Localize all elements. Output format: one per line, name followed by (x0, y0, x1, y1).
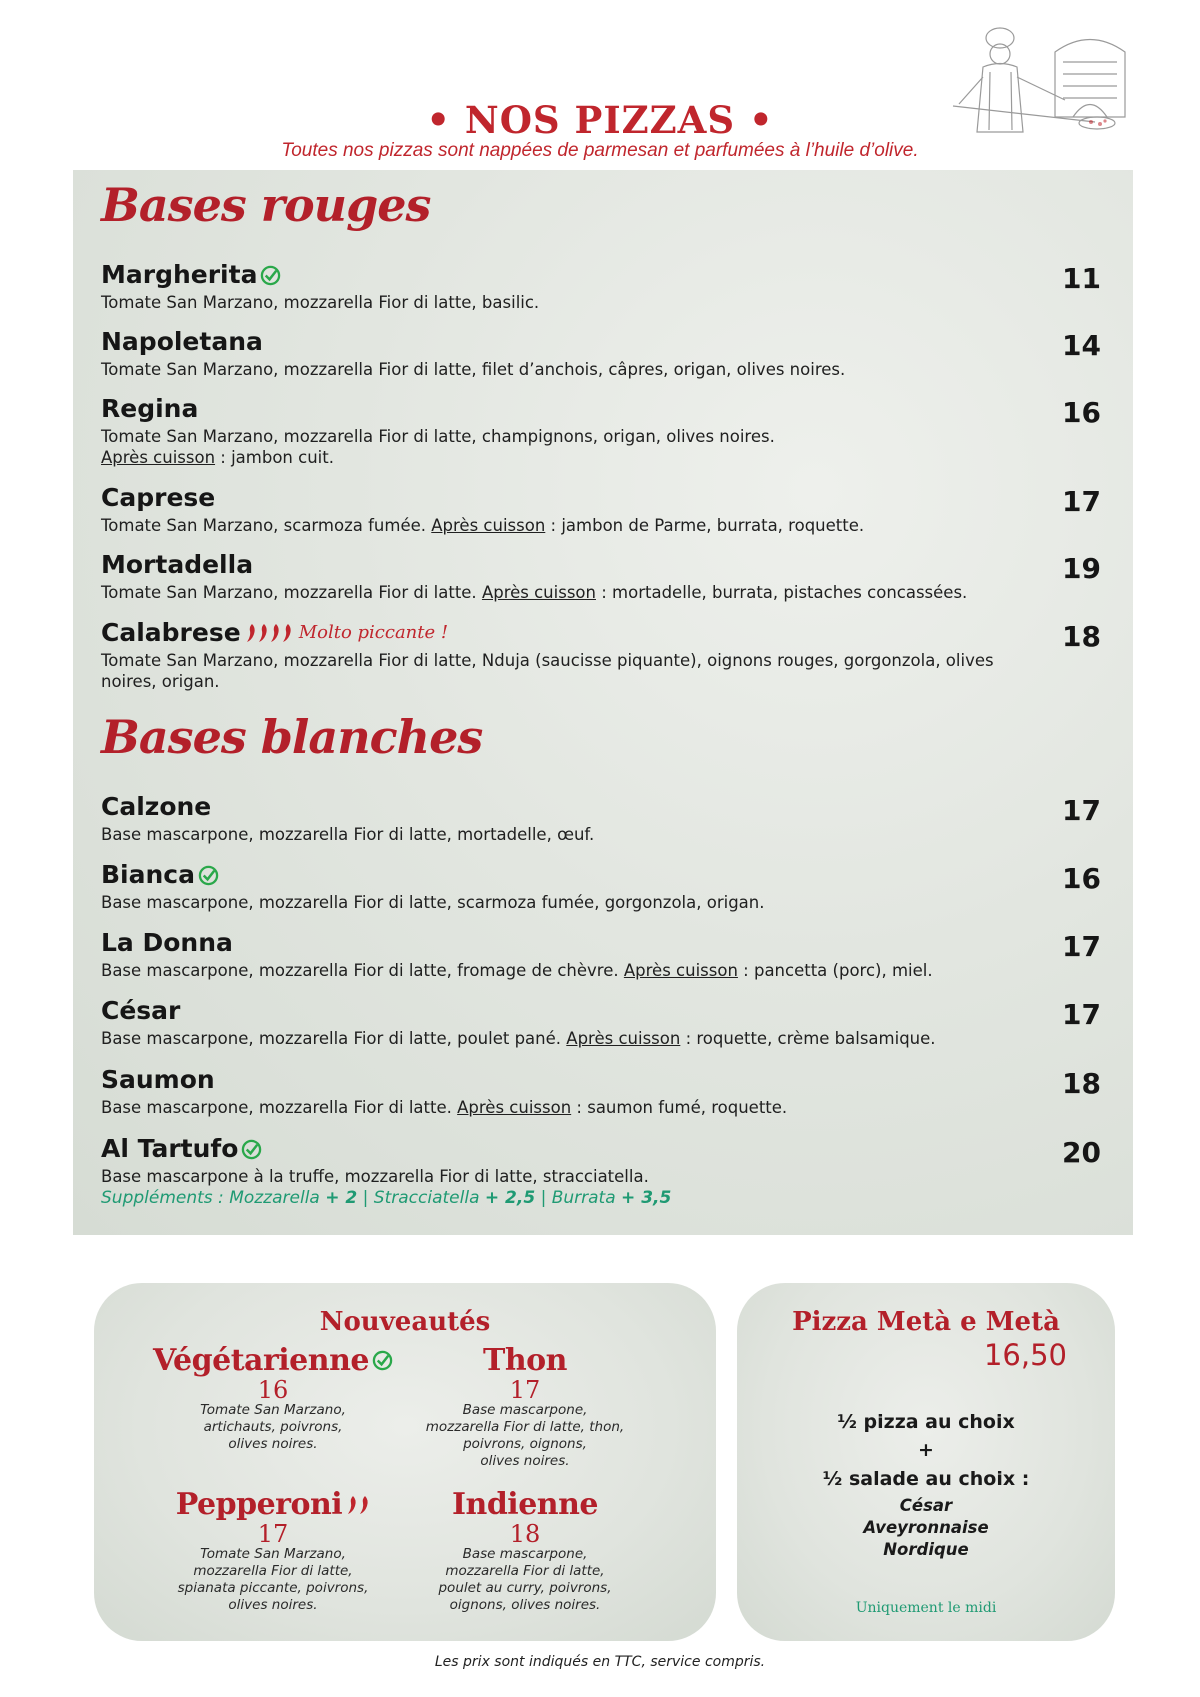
meta-option-aveyronnaise: Aveyronnaise (863, 1518, 989, 1537)
meta-midi-note: Uniquement le midi (855, 1600, 997, 1616)
menu-item-margherita (101, 260, 1101, 313)
item-description: Tomate San Marzano, artichauts, poivrons, olives noires. (200, 1402, 346, 1452)
item-description: Tomate San Marzano, mozzarella Fior di latte, basilic. (101, 293, 540, 312)
nouveaute-thon (400, 1343, 650, 1470)
menu-item-al-tartufo (101, 1134, 1101, 1187)
apres-cuisson-label: Après cuisson (101, 448, 216, 467)
page-subtitle: Toutes nos pizzas sont nappées de parmesan et parfumées à l’huile d’olive. (281, 140, 919, 161)
item-price: 17 (1062, 998, 1101, 1031)
item-description: Tomate San Marzano, mozzarella Fior di latte. Après cuisson : mortadelle, burrata, pistaches concassées. (101, 583, 968, 602)
vegetarian-leaf-icon (372, 1350, 393, 1371)
vegetarian-leaf-icon (198, 865, 219, 886)
meta-salade-line: ½ salade au choix : (822, 1468, 1030, 1490)
menu-item-saumon (101, 1065, 1101, 1118)
item-description: Base mascarpone, mozzarella Fior di latte, thon, poivrons, oignons, olives noires. (425, 1402, 625, 1469)
item-description: Base mascarpone, mozzarella Fior di latte, fromage de chèvre. Après cuisson : pancetta (porc), miel. (101, 961, 933, 980)
item-price: 14 (1062, 329, 1101, 362)
nouveaute-indienne (400, 1487, 650, 1614)
section-title-bases-rouges: Bases rouges (101, 178, 431, 232)
item-description: Base mascarpone, mozzarella Fior di latte, scarmoza fumée, gorgonzola, origan. (101, 893, 765, 912)
meta-e-meta-box (737, 1283, 1115, 1641)
footer-note: Les prix sont indiqués en TTC, service compris. (434, 1654, 766, 1670)
menu-item-calabrese (101, 618, 1101, 692)
apres-cuisson-label: Après cuisson (623, 961, 738, 980)
item-name: Végétarienne (153, 1343, 369, 1378)
menu-item-regina (101, 394, 1101, 468)
item-price: 17 (1062, 794, 1101, 827)
meta-price: 16,50 (983, 1338, 1067, 1372)
item-description: Base mascarpone, mozzarella Fior di latte. Après cuisson : saumon fumé, roquette. (101, 1098, 788, 1117)
item-price: 18 (1062, 1067, 1101, 1100)
item-price: 17 (257, 1520, 289, 1548)
item-name: Pepperoni (175, 1487, 343, 1522)
item-description: Base mascarpone, mozzarella Fior di latte, poulet au curry, poivrons, oignons, olives noires. (438, 1546, 612, 1613)
item-description: Tomate San Marzano, mozzarella Fior di latte, champignons, origan, olives noires. Après cuisson : jambon cuit. (101, 427, 775, 467)
apres-cuisson-label: Après cuisson (481, 583, 596, 602)
chili-icon (358, 1495, 370, 1515)
item-price: 16 (1062, 396, 1101, 429)
vegetarian-leaf-icon (260, 265, 281, 286)
page-title: • NOS PIZZAS • (426, 98, 774, 142)
item-description: Base mascarpone, mozzarella Fior di latte, mortadelle, œuf. (101, 825, 595, 844)
nouveaute-vegetarienne (148, 1343, 398, 1453)
meta-plus: + (918, 1439, 934, 1461)
spicy-note: Molto piccante ! (298, 622, 449, 643)
item-name: Caprese (101, 483, 216, 512)
item-price: 16 (257, 1376, 289, 1404)
item-name: Margherita (101, 260, 258, 289)
item-price: 11 (1062, 262, 1101, 295)
item-price: 17 (1062, 485, 1101, 518)
item-name: Calabrese (101, 618, 241, 647)
menu-item-mortadella (101, 550, 1101, 603)
chili-icon (269, 623, 281, 643)
item-name: Bianca (101, 860, 195, 889)
chili-icon (346, 1495, 358, 1515)
spicy-rating (346, 1495, 370, 1515)
item-description: Tomate San Marzano, scarmoza fumée. Après cuisson : jambon de Parme, burrata, roquette. (101, 516, 865, 535)
meta-title: Pizza Metà e Metà (792, 1307, 1060, 1337)
meta-pizza-line: ½ pizza au choix (837, 1411, 1015, 1433)
pizza-menu-panel (73, 170, 1133, 1235)
item-price: 17 (1062, 930, 1101, 963)
item-description: Tomate San Marzano, mozzarella Fior di latte, spianata piccante, poivrons, olives noires. (177, 1546, 369, 1613)
menu-item-calzone (101, 792, 1101, 845)
menu-item-bianca (101, 860, 1101, 913)
item-name: César (101, 996, 181, 1025)
apres-cuisson-label: Après cuisson (457, 1098, 572, 1117)
item-name: Al Tartufo (101, 1134, 239, 1163)
meta-option-cesar: César (899, 1496, 953, 1515)
chili-icon (257, 623, 269, 643)
item-price: 16 (1062, 862, 1101, 895)
menu-item-napoletana (101, 327, 1101, 380)
apres-cuisson-label: Après cuisson (431, 516, 546, 535)
item-price: 19 (1062, 552, 1101, 585)
item-price: 20 (1062, 1136, 1101, 1169)
item-description: Base mascarpone à la truffe, mozzarella Fior di latte, stracciatella. (101, 1167, 649, 1186)
item-name: Mortadella (101, 550, 254, 579)
vegetarian-leaf-icon (241, 1139, 262, 1160)
item-description: Base mascarpone, mozzarella Fior di latte, poulet pané. Après cuisson : roquette, crème balsamique. (101, 1029, 936, 1048)
item-price: 18 (1062, 620, 1101, 653)
supplements-line: Suppléments : Mozzarella + 2 | Stracciatella + 2,5 | Burrata + 3,5 (101, 1188, 672, 1208)
nouveaute-pepperoni (148, 1487, 398, 1614)
menu-item-caprese (101, 483, 1101, 536)
item-name: La Donna (101, 928, 233, 957)
item-name: Thon (483, 1343, 567, 1378)
section-title-bases-blanches: Bases blanches (101, 710, 483, 764)
chili-icon (281, 623, 293, 643)
meta-option-nordique: Nordique (883, 1540, 969, 1559)
item-name: Saumon (101, 1065, 215, 1094)
menu-item-cesar (101, 996, 1101, 1049)
item-price: 17 (509, 1376, 541, 1404)
nouveautes-title: Nouveautés (319, 1307, 491, 1337)
menu-item-la-donna (101, 928, 1101, 981)
nouveautes-box (94, 1283, 716, 1641)
pizzaiolo-illustration (945, 22, 1135, 152)
item-description: Tomate San Marzano, mozzarella Fior di latte, filet d’anchois, câpres, origan, olives noires. (101, 360, 846, 379)
chili-icon (245, 623, 257, 643)
item-name: Napoletana (101, 327, 263, 356)
item-name: Indienne (451, 1487, 598, 1522)
apres-cuisson-label: Après cuisson (566, 1029, 681, 1048)
item-description: Tomate San Marzano, mozzarella Fior di latte, Nduja (saucisse piquante), oignons rouges, gorgonzola, olives noires, origan. (101, 651, 994, 691)
item-name: Regina (101, 394, 199, 423)
item-name: Calzone (101, 792, 212, 821)
item-price: 18 (509, 1520, 541, 1548)
spicy-rating (245, 623, 293, 643)
